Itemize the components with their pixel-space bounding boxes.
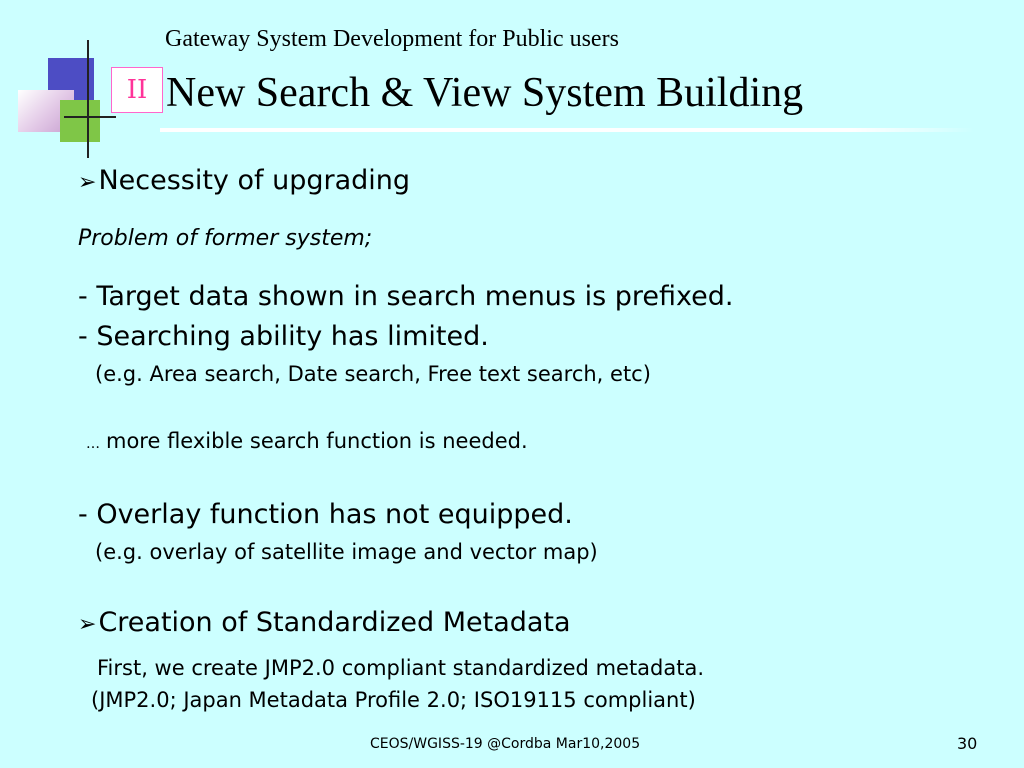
arrow-bullet-icon: ➢ xyxy=(78,612,97,637)
logo-green-square xyxy=(60,100,100,142)
title-underline xyxy=(160,128,974,132)
section-number-badge: II xyxy=(111,67,163,113)
slide-footer: CEOS/WGISS-19 @Cordba Mar10,2005 xyxy=(370,736,641,752)
bullet-necessity xyxy=(78,165,410,196)
line-overlay-function: - Overlay function has not equipped. xyxy=(78,499,573,530)
line-overlay-examples: (e.g. overlay of satellite image and vector map) xyxy=(95,540,598,564)
slide-subtitle: Gateway System Development for Public users xyxy=(165,26,619,52)
line-searching-ability: - Searching ability has limited. xyxy=(78,321,489,352)
line-first-create: First, we create JMP2.0 compliant standardized metadata. xyxy=(97,656,705,680)
bullet-necessity-text: Necessity of upgrading xyxy=(98,165,411,196)
line-jmp-definition: (JMP2.0; Japan Metadata Profile 2.0; ISO19115 compliant) xyxy=(91,688,696,712)
logo-vertical-line xyxy=(87,40,89,158)
line-target-data: - Target data shown in search menus is prefixed. xyxy=(78,281,734,312)
arrow-bullet-icon: ➢ xyxy=(78,170,97,195)
slide-title: New Search & View System Building xyxy=(166,70,804,116)
page-number: 30 xyxy=(957,734,978,753)
logo-horizontal-line xyxy=(64,116,116,118)
line-flexible-search-text: more flexible search function is needed. xyxy=(106,429,528,453)
bullet-metadata xyxy=(78,607,571,638)
line-flexible-search xyxy=(86,429,528,453)
problem-heading: Problem of former system; xyxy=(78,226,373,251)
ellipsis-mark: … xyxy=(86,436,100,452)
line-search-examples: (e.g. Area search, Date search, Free text search, etc) xyxy=(95,362,651,386)
bullet-metadata-text: Creation of Standardized Metadata xyxy=(98,607,571,638)
